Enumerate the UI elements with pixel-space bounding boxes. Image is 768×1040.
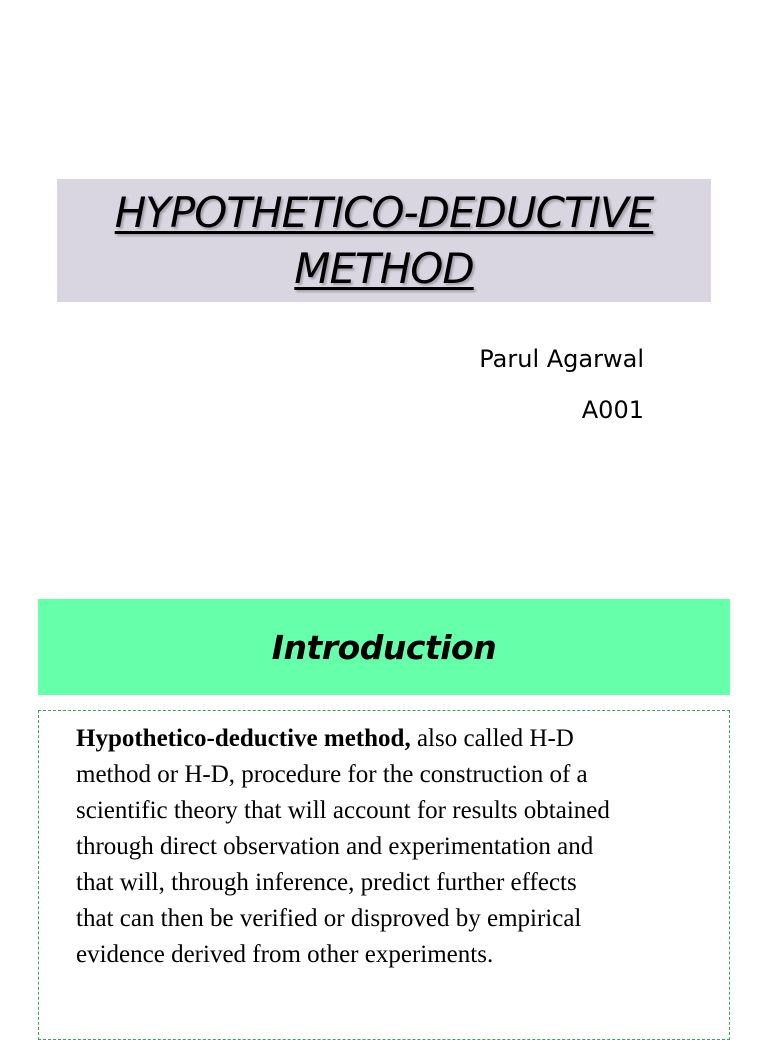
introduction-paragraph [76,721,716,973]
title-line-1: HYPOTHETICO-DEDUCTIVE [114,187,654,237]
lead-term: Hypothetico-deductive method, [76,725,411,752]
paragraph-line: scientific theory that will account for results obtained [76,797,610,824]
introduction-heading-bar [38,599,730,695]
introduction-heading: Introduction [271,627,497,667]
title-line-2: METHOD [294,243,474,293]
paragraph-line: that will, through inference, predict further effects [76,869,577,896]
paragraph-line: method or H-D, procedure for the construction of a [76,761,588,788]
paragraph-line [76,721,716,757]
title-banner [57,179,711,302]
paragraph-line: evidence derived from other experiments. [76,941,494,968]
author-block [479,334,644,436]
author-name: Parul Agarwal [479,345,644,373]
author-id: A001 [581,396,644,424]
introduction-content-box [38,710,730,1040]
paragraph-line: through direct observation and experimentation and [76,833,594,860]
paragraph-line: that can then be verified or disproved by empirical [76,905,582,932]
paragraph-line-text: also called H-D [410,725,574,752]
